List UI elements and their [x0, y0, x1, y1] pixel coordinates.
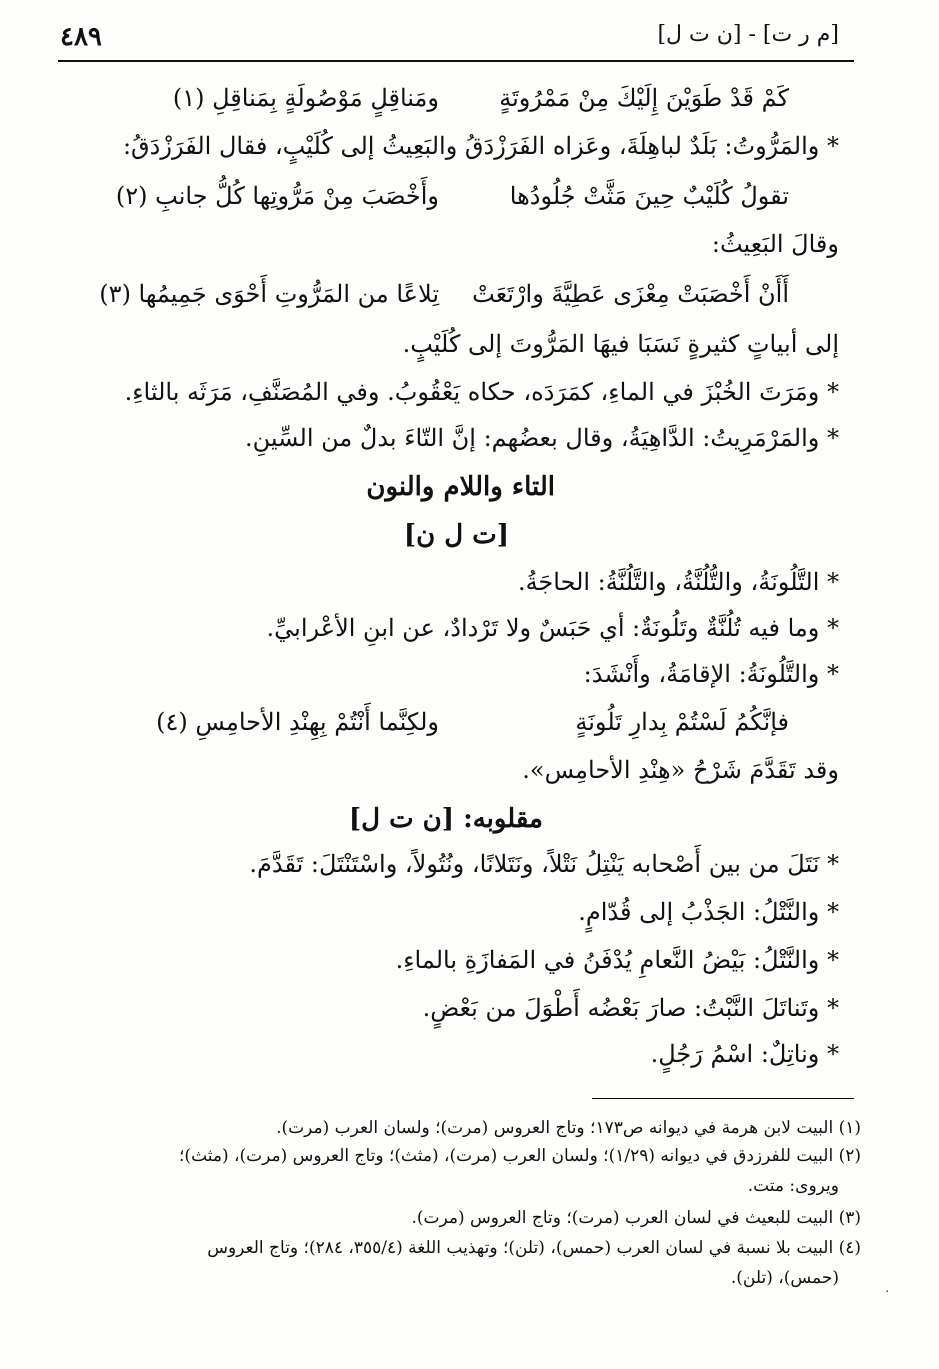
root-heading: [ت ل ن] [403, 520, 509, 550]
verse4-hemistich2: ولكِنَّما أَنْتُمْ بِهِنْدِ الأحامِسِ (٤) [156, 708, 439, 736]
footnote-1: (١) البيت لابن هرمة في ديوانه ص١٧٣؛ وتاج العروس (مرت)؛ ولسان العرب (مرت). [276, 1118, 861, 1138]
entry-talunah: * التَّلُونَةُ، والتُّلُنَّةُ، والتَّلُنَّةُ: الحاجَةُ. [517, 568, 839, 596]
footnote-2-continuation: ويروى: متت. [747, 1176, 839, 1196]
footnote-4: (٤) البيت بلا نسبة في لسان العرب (حمس)، (تلن)؛ وتهذيب اللغة (٣٥٥/٤، ٢٨٤)؛ وتاج العروس [207, 1238, 861, 1258]
footnote-4-continuation: (حمس)، (تلن). [730, 1268, 839, 1288]
text-qad-taqaddam: وقد تَقَدَّمَ شَرْحُ «هِنْدِ الأحامِس». [522, 756, 839, 784]
entry-tanatala: * وتَناتَلَ النَّبْتُ: صارَ بَعْضُه أَطْوَلَ من بَعْضٍ. [422, 994, 839, 1022]
verse2-hemistich1: تقولُ كُلَيْبٌ حِينَ مَثَّتْ جُلُودُها [509, 182, 789, 210]
page-number: ٤٨٩ [60, 22, 102, 52]
entry-natala: * نَتَلَ من بين أَصْحابه يَنْتِلُ نَتْلاً، ونَتَلانًا، ونُتُولاً، واسْتَنْتَلَ: تَقَدَّمَ. [249, 850, 839, 878]
footnote-2: (٢) البيت للفرزدق في ديوانه (١/٢٩)؛ ولسان العرب (مرت)، (مثث)؛ وتاج العروس (مرت)، (مثث)؛ [179, 1146, 861, 1166]
verse4-hemistich1: فإنَّكُمُ لَسْتُمْ بِدارِ تَلُونَةٍ [575, 708, 789, 736]
verse2-hemistich2: وأَخْصَبَ مِنْ مَرُّوتِها كُلُّ جانبِ (٢) [115, 182, 439, 210]
verse1-hemistich1: كَمْ قَدْ طَوَيْنَ إِلَيْكَ مِنْ مَمْرُوتَةٍ [499, 84, 789, 112]
verse3-hemistich1: أَأَنْ أَخْصَبَتْ مِعْزَى عَطِيَّةَ وارْتَعَتْ [472, 280, 789, 308]
section-heading: التاء واللام والنون [366, 472, 555, 502]
text-abyat: إلى أبياتٍ كثيرةٍ نَسَبَا فيهَا المَرُّوتَ إلى كُلَيْبٍ. [402, 330, 839, 358]
running-head-roots: [م ر ت] - [ن ت ل] [657, 22, 839, 47]
header-rule [58, 60, 854, 62]
entry-natl-bayd: * والنَّتْلُ: بَيْضُ النَّعامِ يُدْفَنُ في المَفازَةِ بالماءِ. [395, 946, 839, 974]
entry-talunah-iqamah: * والتَّلُونَةُ: الإقامَةُ، وأَنْشَدَ: [583, 660, 839, 688]
entry-marata: * ومَرَتَ الخُبْزَ في الماءِ، كمَرَدَه، حكاه يَعْقُوبُ. وفي المُصَنَّفِ، مَرَثَه بالثاءِ. [124, 378, 839, 406]
entry-marrut: * والمَرُّوتُ: بَلَدٌ لباهِلَةَ، وعَزاه الفَرَزْدَقُ والبَعِيثُ إلى كُلَيْبٍ، فقال الفَرَزْدَقُ: [122, 132, 839, 160]
verse3-hemistich2: تِلاعًا من المَرُّوتِ أَحْوَى جَمِيمُها (٣) [99, 280, 439, 308]
footnote-rule [592, 1098, 854, 1099]
subsection-heading: مقلوبه: [ن ت ل] [348, 804, 543, 834]
entry-tulunnah: * وما فيه تُلُنَّةٌ وتَلُونَةٌ: أي حَبَسٌ ولا تَرْدادٌ، عن ابنِ الأعْرابيِّ. [266, 614, 839, 642]
text-qala-baith: وقالَ البَعِيثُ: [711, 230, 839, 258]
entry-marmarit: * والمَرْمَرِيتُ: الدَّاهِيَةُ، وقال بعضُهم: إنَّ التّاءَ بدلٌ من السِّينِ. [244, 424, 839, 452]
verse1-hemistich2: ومَناقِلٍ مَوْصُولَةٍ بِمَناقِلِ (١) [172, 84, 439, 112]
entry-natl-jadhb: * والنَّتْلُ: الجَذْبُ إلى قُدّامٍ. [578, 898, 839, 926]
footnote-3: (٣) البيت للبعيث في لسان العرب (مرت)؛ وتاج العروس (مرت). [411, 1208, 861, 1228]
entry-natil: * وناتِلٌ: اسْمُ رَجُلٍ. [650, 1040, 839, 1068]
scan-mark: · [885, 1284, 890, 1300]
